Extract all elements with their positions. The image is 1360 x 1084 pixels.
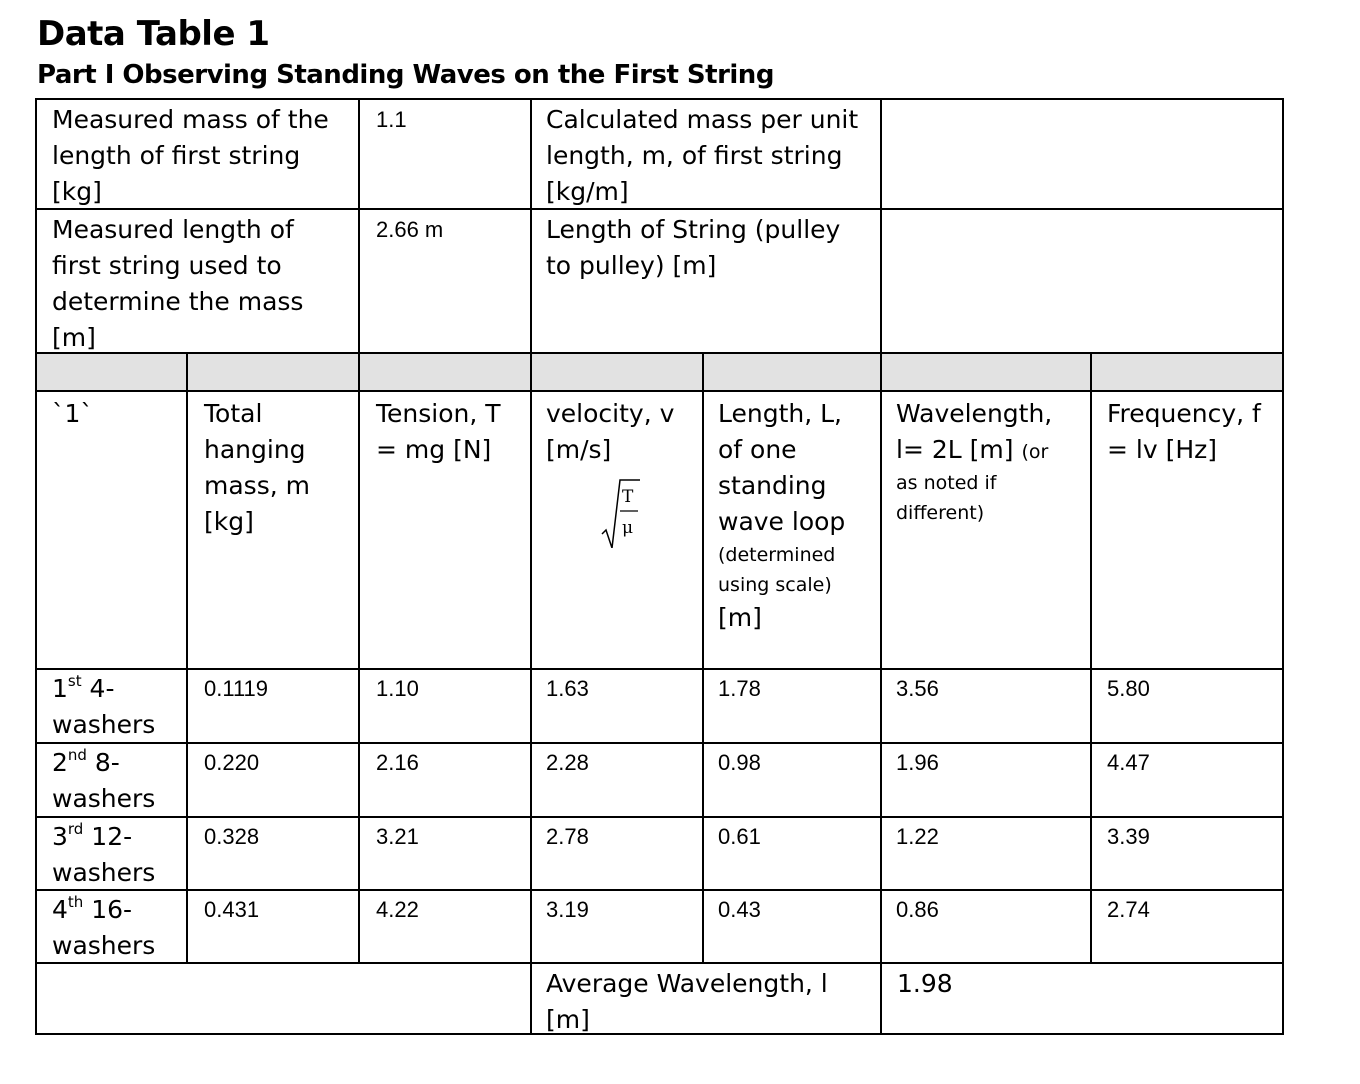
cell-wavelength: 3.56 bbox=[896, 676, 939, 701]
cell-length: 0.43 bbox=[718, 897, 761, 922]
cell-mass: 0.328 bbox=[204, 824, 260, 849]
header-wavelength-main bbox=[896, 396, 1088, 468]
sqrt-formula bbox=[598, 478, 648, 548]
cell-tension: 1.10 bbox=[376, 676, 419, 701]
table-border-left bbox=[35, 98, 37, 1035]
row-label bbox=[52, 671, 182, 743]
row-unit: washers bbox=[52, 858, 156, 887]
header-length-note: (determined using scale) bbox=[718, 544, 836, 596]
sqrt-numerator: T bbox=[622, 487, 634, 507]
cell-frequency: 3.39 bbox=[1107, 824, 1150, 849]
table-hline bbox=[35, 390, 1284, 392]
cell-velocity: 3.19 bbox=[546, 897, 589, 922]
cell-mass: 0.1119 bbox=[204, 676, 269, 701]
cell-wavelength: 0.86 bbox=[896, 897, 939, 922]
table-hline bbox=[35, 816, 1284, 818]
string-length-label: Length of String (pulley to pulley) [m] bbox=[546, 215, 841, 280]
header-mass: Total hanging mass, m [kg] bbox=[204, 399, 310, 536]
measured-length-label: Measured length of first string used to determine the mass [m] bbox=[52, 215, 304, 352]
table-hline bbox=[35, 962, 1284, 964]
cell-velocity: 2.28 bbox=[546, 750, 589, 775]
header-length-unit: [m] bbox=[718, 603, 762, 632]
row-ordinal: 4 bbox=[52, 895, 68, 924]
row-count: 12- bbox=[83, 822, 133, 851]
row-unit: washers bbox=[52, 931, 156, 960]
row-label bbox=[52, 819, 182, 891]
table-border-right bbox=[1282, 98, 1284, 1035]
row-label bbox=[52, 745, 182, 817]
cell-mass: 0.220 bbox=[204, 750, 260, 775]
measured-mass-value: 1.1 bbox=[376, 107, 407, 132]
cell-tension: 3.21 bbox=[376, 824, 419, 849]
calc-mass-label: Calculated mass per unit length, m, of first string [kg/m] bbox=[546, 105, 859, 206]
row-label bbox=[52, 892, 182, 964]
cell-frequency: 2.74 bbox=[1107, 897, 1150, 922]
header-velocity: velocity, v [m/s] bbox=[546, 399, 675, 464]
row-ordinal: 1 bbox=[52, 674, 68, 703]
document-title: Data Table 1 bbox=[37, 14, 270, 54]
row-ordinal-suffix: rd bbox=[67, 820, 84, 838]
table-vline bbox=[358, 98, 360, 964]
header-wavelength-text: Wavelength, l= 2L [m] bbox=[896, 399, 1053, 464]
cell-wavelength: 1.96 bbox=[896, 750, 939, 775]
header-wavelength bbox=[896, 396, 1088, 528]
cell-velocity: 2.78 bbox=[546, 824, 589, 849]
row-unit: washers bbox=[52, 784, 156, 813]
row-count: 8- bbox=[86, 748, 120, 777]
sqrt-denominator: μ bbox=[622, 518, 634, 538]
cell-wavelength: 1.22 bbox=[896, 824, 939, 849]
measured-length-value: 2.66 m bbox=[376, 217, 444, 242]
cell-frequency: 4.47 bbox=[1107, 750, 1150, 775]
row-count: 16- bbox=[83, 895, 133, 924]
cell-mass: 0.431 bbox=[204, 897, 260, 922]
cell-frequency: 5.80 bbox=[1107, 676, 1150, 701]
table-vline bbox=[880, 98, 882, 1035]
table-vline bbox=[702, 352, 704, 964]
row-ordinal: 3 bbox=[52, 822, 68, 851]
header-wavelength-note1: (or bbox=[1021, 441, 1049, 463]
cell-tension: 4.22 bbox=[376, 897, 419, 922]
table-border-top bbox=[35, 98, 1284, 100]
cell-velocity: 1.63 bbox=[546, 676, 589, 701]
header-length-main: Length, L, of one standing wave loop bbox=[718, 399, 846, 536]
table-vline bbox=[530, 98, 532, 1035]
row-unit: washers bbox=[52, 710, 156, 739]
table-hline bbox=[35, 889, 1284, 891]
row-ordinal-suffix: nd bbox=[67, 746, 87, 764]
cell-length: 0.61 bbox=[718, 824, 761, 849]
shaded-separator-row bbox=[35, 353, 1283, 391]
header-wavelength-note2: as noted if different) bbox=[896, 472, 997, 524]
header-length bbox=[718, 396, 878, 636]
header-frequency: Frequency, f = lv [Hz] bbox=[1107, 399, 1261, 464]
average-value: 1.98 bbox=[897, 969, 953, 998]
cell-length: 1.78 bbox=[718, 676, 761, 701]
table-vline bbox=[186, 352, 188, 964]
table-hline bbox=[35, 668, 1284, 670]
table-hline bbox=[35, 742, 1284, 744]
row-count: 4- bbox=[81, 674, 115, 703]
cell-tension: 2.16 bbox=[376, 750, 419, 775]
header-trial: `1` bbox=[52, 399, 93, 428]
row-ordinal-suffix: st bbox=[67, 672, 82, 690]
row-ordinal: 2 bbox=[52, 748, 68, 777]
document-subtitle: Part I Observing Standing Waves on the First String bbox=[37, 60, 774, 90]
cell-length: 0.98 bbox=[718, 750, 761, 775]
table-vline bbox=[1090, 352, 1092, 964]
row-ordinal-suffix: th bbox=[67, 893, 84, 911]
header-tension: Tension, T = mg [N] bbox=[376, 399, 501, 464]
average-label: Average Wavelength, l [m] bbox=[546, 969, 828, 1034]
measured-mass-label: Measured mass of the length of first string [kg] bbox=[52, 105, 329, 206]
